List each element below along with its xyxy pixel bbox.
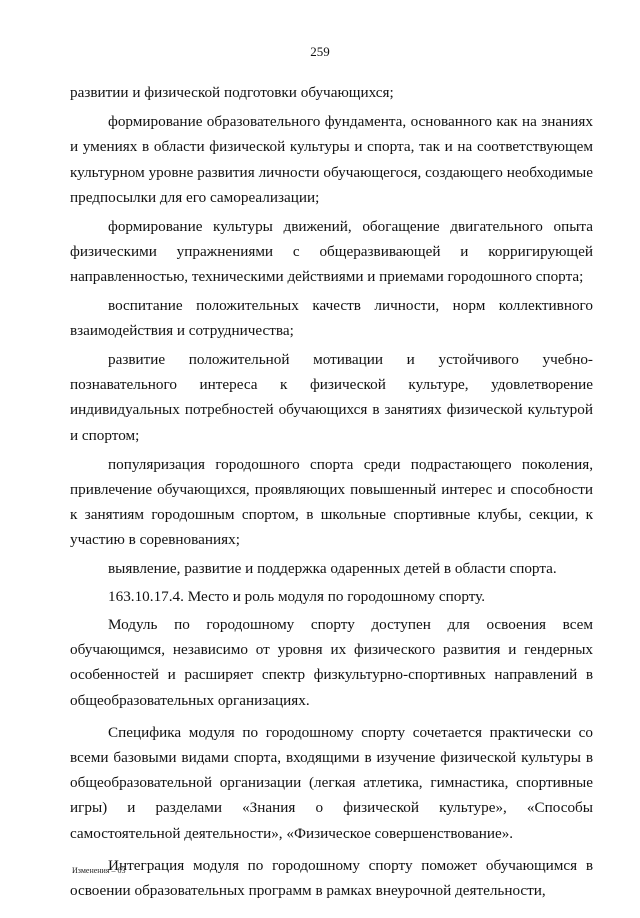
- paragraph-movement-culture: формирование культуры движений, обогащение двигательного опыта физическими упражнениями с общеразвивающей и корригирующей направленностью, техническими действиями и приемами городошного спорта;: [70, 218, 593, 286]
- paragraph-motivation: развитие положительной мотивации и устойчивого учебно-познавательного интереса к физической культуре, удовлетворение индивидуальных потребностей обучающихся в занятиях физической культурой и спортом;: [70, 351, 593, 444]
- paragraph-module-specifics: Специфика модуля по городошному спорту сочетается практически со всеми базовыми видами спорта, входящими в изучение физической культуры в общеобразовательной организации (легкая атлетика, гимнастика, спортивные игры) и разделами «Знания о физической культуре», «Способы самостоятельной деятельности», «Физическое совершенствование».: [70, 723, 593, 842]
- paragraph-popularization: популяризация городошного спорта среди подрастающего поколения, привлечение обучающихся, проявляющих повышенный интерес и способности к занятиям городошным спортом, в школьные спортивные клубы, секции, к участию в соревнованиях;: [70, 455, 593, 549]
- page-number: 259: [310, 44, 330, 59]
- paragraph-gifted-children: выявление, развитие и поддержка одаренных детей в области спорта.: [108, 559, 557, 577]
- paragraph-integration: Интеграция модуля по городошному спорту поможет обучающимся в освоении образовательных программ в рамках внеурочной деятельности,: [70, 856, 593, 900]
- revision-footer: Изменения – 03: [72, 866, 126, 875]
- paragraph-personal-qualities: воспитание положительных качеств личности, норм коллективного взаимодействия и сотрудничества;: [70, 296, 593, 339]
- paragraph-module-availability: Модуль по городошному спорту доступен для освоения всем обучающимся, независимо от уровня их физического развития и гендерных особенностей и расширяет спектр физкультурно-спортивных направлений в общеобразовательных организациях.: [70, 616, 593, 709]
- section-heading: 163.10.17.4. Место и роль модуля по городошному спорту.: [108, 587, 486, 605]
- paragraph-continuation: развитии и физической подготовки обучающихся;: [70, 84, 394, 101]
- paragraph-foundation: формирование образовательного фундамента, основанного как на знаниях и умениях в области физической культуры и спорта, так и на соответствующем культурном уровне развития личности обучающегося, создающего необходимые предпосылки для его самореализации;: [70, 113, 593, 206]
- document-body: [70, 80, 593, 903]
